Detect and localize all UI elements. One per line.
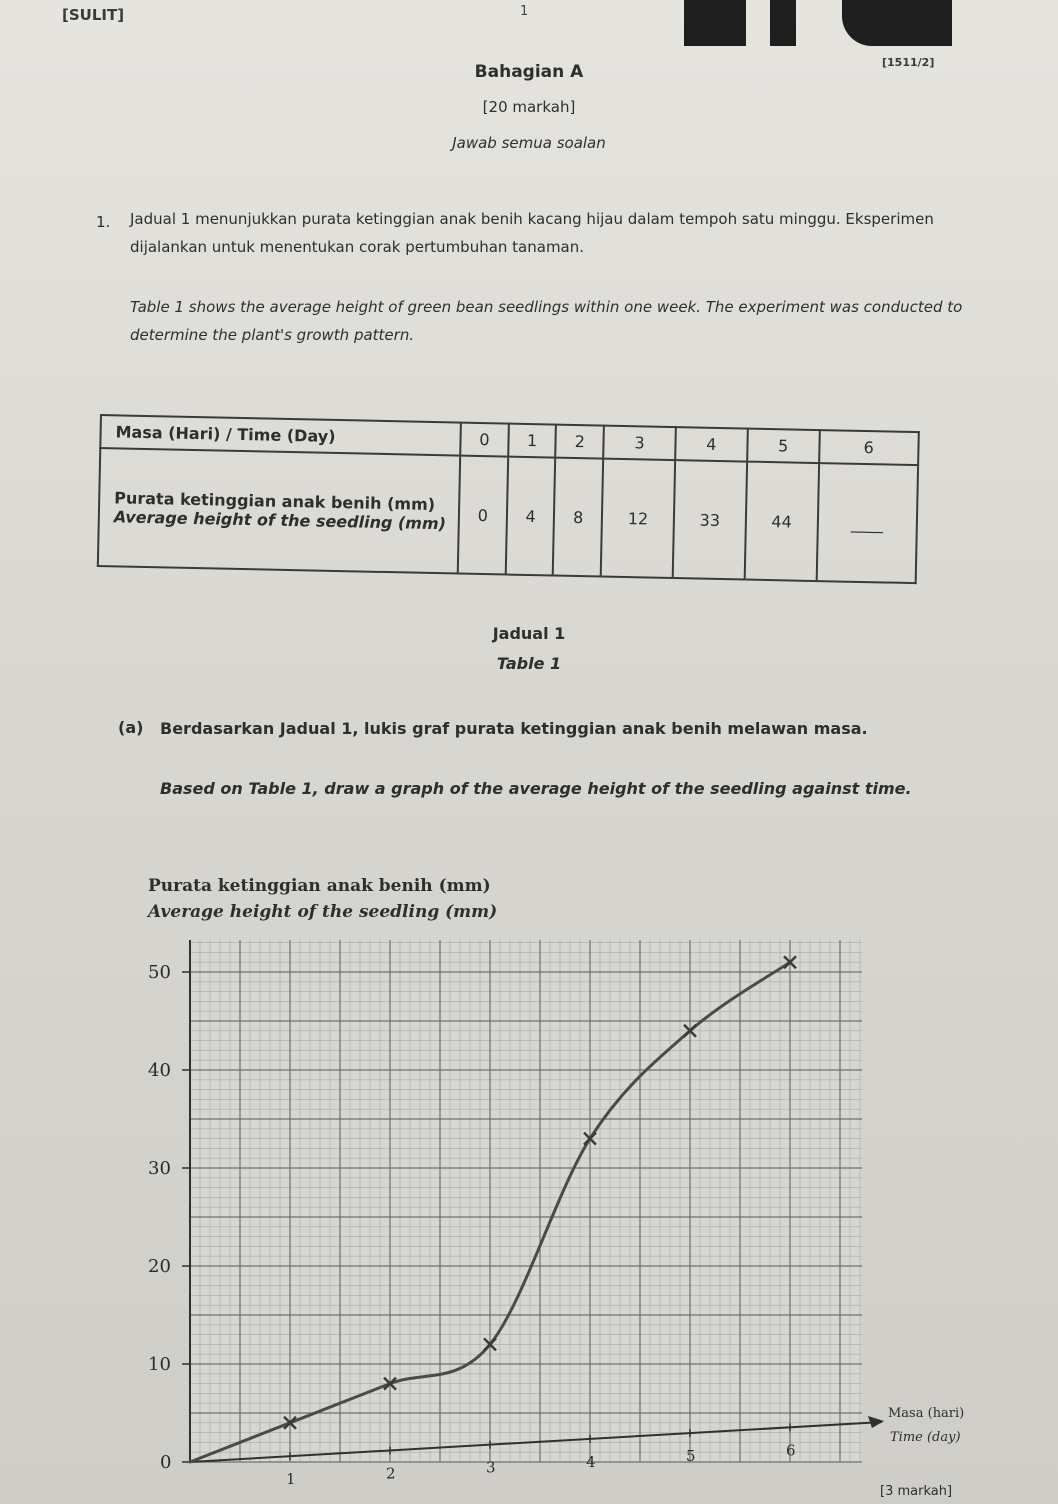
table-header-height-ms: Purata ketinggian anak benih (mm) (114, 488, 436, 515)
x-tick-label: 5 (686, 1447, 696, 1466)
table-header-time: Masa (Hari) / Time (Day) (100, 415, 461, 456)
section-marks: [20 markah] (482, 98, 576, 116)
subquestion-label: (a) (118, 718, 144, 737)
status-label: [SULIT] (62, 6, 125, 24)
table-cell-height-blank: ____ (816, 463, 918, 583)
section-instruction: Jawab semua soalan (452, 134, 606, 152)
question-text-ms: Jadual 1 menunjukkan purata ketinggian anak benih kacang hijau dalam tempoh satu minggu. Eksperimen dijalankan untuk menentukan corak pertumbuhan tanaman. (130, 210, 934, 256)
graph-title-en: Average height of the seedling (mm) (148, 902, 498, 922)
x-axis-label-en: Time (day) (890, 1430, 961, 1445)
y-tick-label: 30 (148, 1158, 171, 1179)
paper-code: [1511/2] (882, 56, 935, 69)
table-caption-ms: Jadual 1 (492, 624, 566, 643)
y-tick-label: 40 (148, 1060, 171, 1081)
x-axis-arrow-icon (868, 1416, 884, 1428)
table-cell-day: 2 (556, 425, 604, 459)
table-cell-height: 44 (744, 462, 818, 581)
grid-minor (190, 940, 862, 1462)
table-caption-en: Table 1 (496, 654, 562, 673)
graph-title-ms: Purata ketinggian anak benih (mm) (148, 876, 491, 896)
section-title: Bahagian A (474, 62, 584, 82)
subquestion-text-ms: Berdasarkan Jadual 1, lukis graf purata ketinggian anak benih melawan masa. (160, 719, 868, 738)
x-axis-label-ms: Masa (hari) (888, 1406, 965, 1421)
y-tick-label: 50 (148, 962, 171, 983)
subquestion-text-en: Based on Table 1, draw a graph of the average height of the seedling against time. (160, 779, 912, 798)
table-cell-height: 0 (458, 456, 508, 575)
question-number: 1. (96, 213, 111, 231)
table-cell-height: 12 (601, 459, 675, 578)
x-tick-label: 4 (586, 1452, 596, 1471)
y-tick-label: 20 (148, 1256, 171, 1277)
table-cell-day: 3 (603, 426, 675, 460)
x-tick-label: 6 (786, 1441, 796, 1460)
table-cell-day: 0 (460, 423, 508, 457)
y-tick-label: 0 (160, 1452, 172, 1473)
table-cell-day: 1 (508, 424, 556, 458)
table-cell-day: 4 (675, 427, 747, 461)
page-number: 1 (520, 4, 529, 19)
x-tick-label: 2 (386, 1464, 396, 1483)
x-tick-label: 3 (486, 1458, 496, 1477)
x-tick-label: 1 (286, 1470, 296, 1489)
table-cell-height: 33 (673, 460, 747, 579)
table-cell-day: 6 (819, 430, 919, 465)
marks-note: [3 markah] (880, 1484, 953, 1499)
table-cell-day: 5 (747, 429, 819, 463)
question-text-en: Table 1 shows the average height of green bean seedlings within one week. The experiment was conducted to determine the plant's growth pattern. (130, 298, 963, 344)
table-header-height-en: Average height of the seedling (mm) (113, 507, 447, 534)
table-cell-height: 4 (505, 457, 555, 576)
y-tick-label: 10 (148, 1354, 171, 1375)
table-cell-height: 8 (553, 458, 603, 577)
